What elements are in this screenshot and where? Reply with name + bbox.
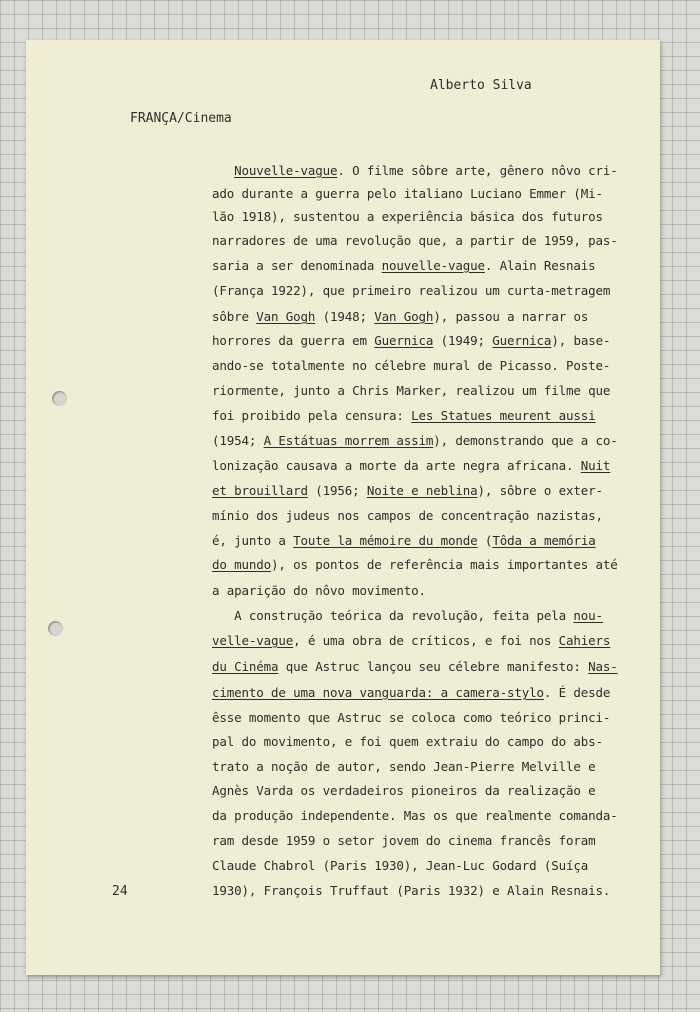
text-line bbox=[212, 783, 596, 798]
underlined-title: et brouillard bbox=[212, 483, 308, 498]
text-line bbox=[212, 283, 610, 298]
text-run: saria a ser denominada bbox=[212, 258, 382, 273]
text-line bbox=[212, 408, 596, 423]
text-run: ), demonstrando que a co- bbox=[433, 433, 618, 448]
text-run: pal do movimento, e foi quem extraiu do campo do abs- bbox=[212, 734, 603, 749]
text-run: ), sôbre o exter- bbox=[477, 483, 603, 498]
typewritten-page bbox=[26, 40, 660, 975]
text-line bbox=[212, 163, 618, 178]
text-run: foi proibido pela censura: bbox=[212, 408, 412, 423]
author-name: Alberto Silva bbox=[430, 78, 532, 93]
text-line bbox=[212, 309, 588, 324]
page-number: 24 bbox=[112, 884, 128, 899]
text-run: lonização causava a morte da arte negra africana. bbox=[212, 458, 581, 473]
text-line bbox=[212, 258, 596, 273]
underlined-title: nou- bbox=[573, 608, 603, 623]
text-run: é, junto a bbox=[212, 533, 294, 548]
text-line bbox=[212, 659, 618, 674]
underlined-title: du Cinéma bbox=[212, 659, 279, 674]
underlined-title: Noite e neblina bbox=[366, 483, 478, 498]
text-run: (França 1922), que primeiro realizou um curta-metragem bbox=[212, 283, 611, 298]
text-line bbox=[212, 633, 610, 648]
text-run: , é uma obra de críticos, e foi nos bbox=[293, 633, 559, 648]
text-line bbox=[212, 483, 603, 498]
underlined-title: Guernica bbox=[492, 333, 552, 348]
text-line bbox=[212, 458, 610, 473]
text-run: que Astruc lançou seu célebre manifesto: bbox=[278, 659, 589, 674]
text-line bbox=[212, 508, 603, 523]
text-line bbox=[212, 883, 610, 898]
text-run: ), base- bbox=[551, 333, 611, 348]
section-heading: FRANÇA/Cinema bbox=[130, 111, 232, 126]
text-run: horrores da guerra em bbox=[212, 333, 375, 348]
text-line bbox=[212, 186, 603, 201]
text-run: Agnès Varda os verdadeiros pioneiros da realização e bbox=[212, 783, 596, 798]
text-line bbox=[212, 209, 603, 224]
underlined-title: Nas- bbox=[588, 659, 618, 674]
text-line bbox=[212, 608, 603, 623]
underlined-title: Nouvelle-vague bbox=[234, 163, 338, 178]
text-run: ), passou a narrar os bbox=[433, 309, 589, 324]
punch-hole-top bbox=[52, 391, 67, 406]
text-run: ), os pontos de referência mais importantes até bbox=[271, 557, 618, 572]
text-run: . O filme sôbre arte, gênero nôvo cri- bbox=[337, 163, 618, 178]
text-run: . É desde bbox=[543, 685, 611, 700]
text-run: trato a noção de autor, sendo Jean-Pierre Melville e bbox=[212, 759, 596, 774]
text-run: (1949; bbox=[433, 333, 493, 348]
text-line bbox=[212, 557, 618, 572]
text-line bbox=[212, 833, 596, 848]
underlined-title: Van Gogh bbox=[374, 309, 434, 324]
text-line bbox=[212, 858, 588, 873]
text-line bbox=[212, 358, 610, 373]
text-run: narradores de uma revolução que, a partir de 1959, pas- bbox=[212, 233, 618, 248]
text-line bbox=[212, 433, 618, 448]
underlined-title: Nuit bbox=[580, 458, 611, 473]
text-run: . Alain Resnais bbox=[484, 258, 596, 273]
text-run: lão 1918), sustentou a experiência básica dos futuros bbox=[212, 209, 603, 224]
text-run: riormente, junto a Chris Marker, realizou um filme que bbox=[212, 383, 611, 398]
text-run: ram desde 1959 o setor jovem do cinema francês foram bbox=[212, 833, 596, 848]
underlined-title: Les Statues meurent aussi bbox=[411, 408, 596, 423]
text-line bbox=[212, 685, 610, 700]
underlined-title: velle-vague bbox=[212, 633, 294, 648]
text-run: sôbre bbox=[212, 309, 257, 324]
text-run bbox=[212, 163, 234, 178]
text-line bbox=[212, 583, 426, 598]
text-run: a aparição do nôvo movimento. bbox=[212, 583, 426, 598]
punch-hole-bottom bbox=[48, 621, 63, 636]
underlined-title: Tôda a memória bbox=[492, 533, 596, 548]
text-run: 1930), François Truffaut (Paris 1932) e Alain Resnais. bbox=[212, 883, 611, 898]
text-line bbox=[212, 734, 603, 749]
text-run: A construção teórica da revolução, feita pela bbox=[212, 608, 574, 623]
text-run: ado durante a guerra pelo italiano Luciano Emmer (Mi- bbox=[212, 186, 603, 201]
underlined-title: do mundo bbox=[212, 557, 272, 572]
text-line bbox=[212, 233, 618, 248]
text-run: (1956; bbox=[307, 483, 367, 498]
text-line bbox=[212, 333, 610, 348]
text-line bbox=[212, 808, 618, 823]
text-line bbox=[212, 759, 596, 774]
text-run: (1948; bbox=[315, 309, 375, 324]
underlined-title: Toute la mémoire du monde bbox=[293, 533, 478, 548]
text-line bbox=[212, 533, 596, 548]
underlined-title: Cahiers bbox=[558, 633, 611, 648]
underlined-title: Van Gogh bbox=[256, 309, 316, 324]
text-run: da produção independente. Mas os que realmente comanda- bbox=[212, 808, 618, 823]
text-run: Claude Chabrol (Paris 1930), Jean-Luc Godard (Suíça bbox=[212, 858, 589, 873]
underlined-title: Guernica bbox=[374, 333, 434, 348]
text-run: êsse momento que Astruc se coloca como teórico princi- bbox=[212, 710, 611, 725]
text-line bbox=[212, 710, 610, 725]
underlined-title: nouvelle-vague bbox=[381, 258, 485, 273]
text-run: ando-se totalmente no célebre mural de Picasso. Poste- bbox=[212, 358, 611, 373]
text-run: (1954; bbox=[212, 433, 264, 448]
underlined-title: A Estátuas morrem assim bbox=[263, 433, 434, 448]
underlined-title: cimento de uma nova vanguarda: a camera-stylo bbox=[212, 685, 544, 700]
text-line bbox=[212, 383, 610, 398]
text-run: mínio dos judeus nos campos de concentração nazistas, bbox=[212, 508, 603, 523]
text-run: ( bbox=[477, 533, 493, 548]
